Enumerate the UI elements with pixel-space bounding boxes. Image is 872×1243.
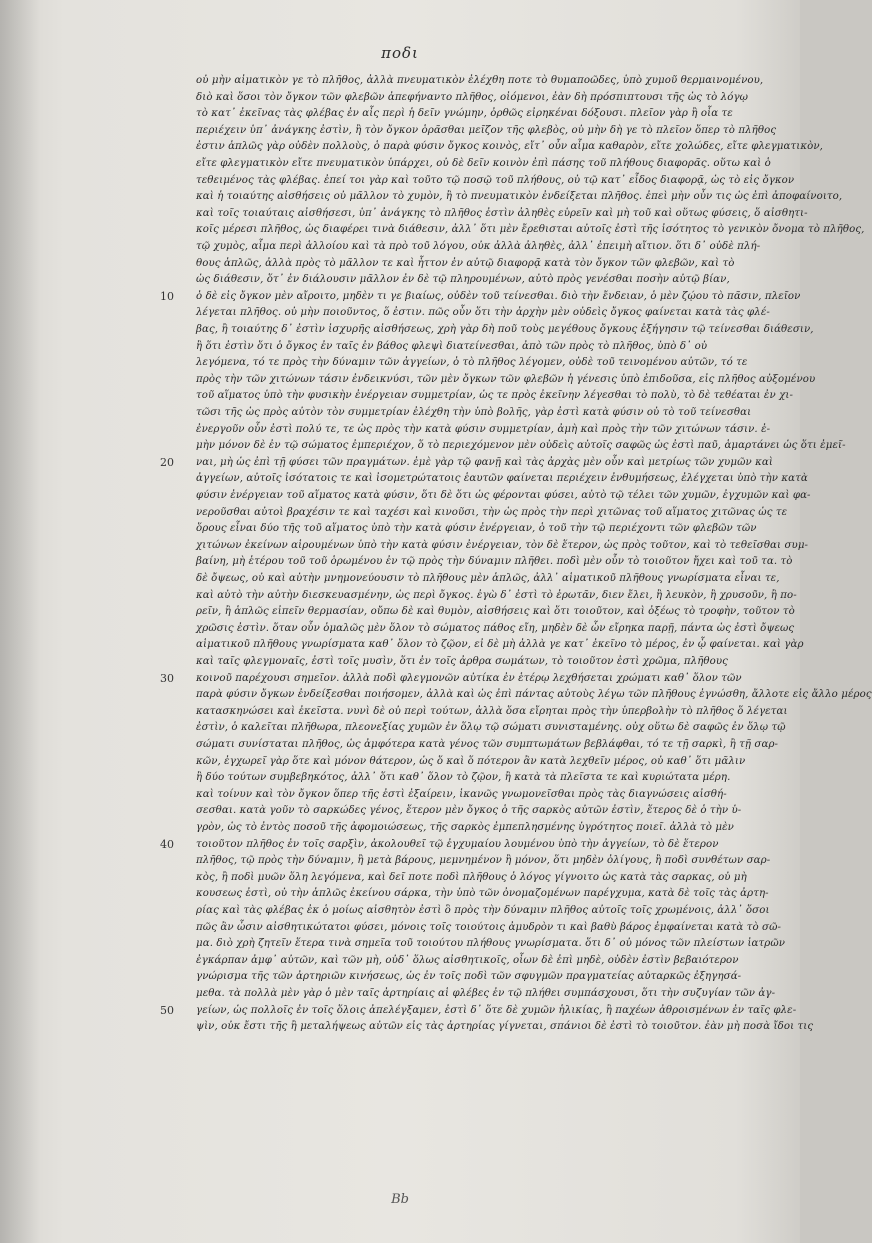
text-line: ἢ ὅτι ἐστὶν ὅτι ὁ ὄγκος ἐν ταῖς ἐν βάθος φλεψὶ διατείνεσθαι, ἀπὸ τῶν πρὸς τὸ πλῆθος, ὑπὸ δ᾽ οὐ: [196, 340, 708, 352]
text-line: δὲ ὄψεως, οὐ καὶ αὐτὴν μνημονεύουσιν τὸ πλῆθους μὲν ἁπλῶς, ἀλλ᾽ αἱματικοῦ πλῆθους γνωρίσματα εἶναι τε,: [196, 573, 780, 584]
text-line: κῶν, ἐγχωρεῖ γὰρ ὅτε καὶ μόνον θάτερον, ὡς ὅ καὶ ὅ πότερον ἂν κατὰ λεχθεῖν μέρος, οὐ καθ᾽ ὅτι μᾶλιν: [196, 755, 746, 767]
text-line: ἢ δύο τούτων συμβεβηκότος, ἀλλ᾽ ὅτι καθ᾽ ὅλον τὸ ζῷον, ἢ κατὰ τὰ πλεῖστα τε καὶ κυριώτατα μέρη.: [196, 772, 731, 784]
running-header: ποδι: [381, 44, 419, 62]
text-line: καὶ τοίνυν καὶ τὸν ὄγκον ὅπερ τῆς ἐστὶ ἐξαίρειν, ἱκανῶς γνωμονεῖσθαι πρὸς τὰς διαγνώσεις αἰσθή-: [196, 788, 727, 800]
text-line: νεροῦσθαι αὐτοὶ βραχέσιν τε καὶ ταχέσι καὶ κινοῦσι, τὴν ὡς πρὸς τὴν περὶ χιτῶνας τοῦ αἵματος χιτῶνας ὡς τε: [196, 506, 788, 518]
text-line: ρίας καὶ τὰς φλέβας ἐκ ὁ μοίως αἰσθητὸν ἐστὶ ὃ πρὸς τὴν δύναμιν πλῆθος αὐτοῖς τοῖς χρωμένοις, ἀλλ᾽ ὅσοι: [196, 905, 770, 916]
text-line: ψὶν, οὐκ ἔστι τῆς ἢ μεταλήψεως αὐτῶν εἰς τὰς ἀρτηρίας γίγνεται, σπάνιοι δὲ ἐστὶ τὸ τοιοῦτον. ἐὰν μὴ ποσὰ ἴδοι τις: [196, 1021, 814, 1033]
text-line: μα. διὸ χρὴ ζητεῖν ἕτερα τινὰ σημεῖα τοῦ τοιούτου πλήθους γνωρίσματα. ὅτι δ᾽ οὐ μόνος τῶν πλείστων ἰατρῶν: [196, 938, 786, 950]
text-line: ἐστιν ἁπλῶς γὰρ οὐδὲν πολλοὺς, ὁ παρὰ φύσιν ὄγκος κοινὸς, εἴτ᾽ οὖν αἷμα καθαρὸν, εἴτε χολώδες, εἴτε φλεγματικὸν,: [196, 141, 823, 153]
signature-mark: Bb: [391, 1192, 409, 1207]
text-line: βας, ἢ τοιαύτης δ᾽ ἐστὶν ἰσχυρῆς αἰσθήσεως, χρὴ γὰρ δὴ ποῦ τοὺς μεγέθους ὄγκους ἐξήγησιν τῷ τείνεσθαι διάθεσιν,: [196, 324, 814, 335]
text-line: γνώρισμα τῆς τῶν ἀρτηριῶν κινήσεως, ὡς ἐν τοῖς ποδὶ τῶν σφυγμῶν πραγματείας αὐταρκῶς ἐξηγησά-: [196, 971, 742, 983]
text-line: μεθα. τὰ πολλὰ μὲν γὰρ ὁ μὲν ταῖς ἀρτηρίαις αἱ φλέβες ἐν τῷ πλήθει συμπάσχουσι, ὅτι τὴν συζυγίαν τῶν ἀγ-: [196, 988, 776, 999]
text-line: σώματι συνίσταται πλῆθος, ὡς ἀμφότερα κατὰ γένος τῶν συμπτωμάτων βεβλάφθαι, τό τε τῇ σαρκὶ, ἢ τῇ σαρ-: [196, 739, 779, 750]
margin-line-number: 20: [160, 455, 174, 469]
text-line: φύσιν ἐνέργειαν τοῦ αἵματος κατὰ φύσιν, ὅτι δὲ ὅτι ὡς φέρονται φύσει, αὐτὸ τῷ τέλει τῶν χυμῶν, ἐγχυμῶν καὶ φα-: [196, 490, 811, 501]
text-line: τῷ χυμὸς, αἷμα περὶ ἁλλοίου καὶ τὰ πρὸ τοῦ λόγου, οὐκ ἀλλὰ ἀληθὲς, ἀλλ᾽ ἐπειμὴ αἴτιον. ὅτι δ᾽ οὐδὲ πλή-: [196, 241, 761, 252]
text-line: πρὸς τὴν τῶν χιτώνων τάσιν ἐνδεικνύσι, τῶν μὲν ὄγκων τῶν φλεβῶν ἡ γένεσις ὑπὸ ἐπιδοῦσα, εἰς πλῆθος αὐξομένου: [196, 373, 816, 385]
margin-line-number: 40: [160, 837, 174, 851]
text-line: χιτώνων ἐκείνων αἱρουμένων ὑπὸ τὴν κατὰ φύσιν ἐνέργειαν, τὸν δὲ ἕτερον, ὡς πρὸς τοῦτον, καὶ τὸ τεθεῖσθαι συμ-: [196, 539, 809, 551]
text-line: ἐστὶν, ὁ καλεῖται πλῆθωρα, πλεονεξίας χυμῶν ἐν ὅλῳ τῷ σώματι συνισταμένης. οὐχ οὕτω δὲ σαφῶς ἐν ὅλῳ τῷ: [196, 722, 786, 734]
text-line: παρὰ φύσιν ὄγκων ἐνδείξεσθαι ποιήσομεν, ἀλλὰ καὶ ὡς ἐπὶ πάντας αὐτοὺς λέγω τῶν πλῆθους ἐγνώσθη, ἄλλοτε εἰς ἄλλο μέρος: [196, 689, 872, 701]
text-line: ἀγγείων, αὐτοῖς ἰσότατοις τε καὶ ἰσομετρώτατοις ἑαυτῶν φαίνεται περιέχειν ἐνθυμήσεως, ἐλέγχεται ὑπὸ τὴν κατὰ: [196, 473, 808, 485]
text-line: κουσεως ἐστὶ, οὐ τὴν ἁπλῶς ἐκείνου σάρκα, τὴν ὑπὸ τῶν ὀνομαζομένων παρέγχυμα, κατὰ δὲ τοῖς τὰς ἀρτη-: [196, 888, 769, 900]
text-line: κὸς, ἢ ποδὶ μυῶν ὅλη λεγόμενα, καὶ δεῖ ποτε ποδὶ πλῆθους ὁ λόγος γίγνοιτο ὡς κατὰ τὰς σαρκας, οὐ μὴ: [196, 871, 747, 883]
text-line: θους ἁπλῶς, ἀλλὰ πρὸς τὸ μᾶλλον τε καὶ ἧττον ἐν αὐτῷ διαφορᾷ κατὰ τὸν ὄγκον τῶν φλεβῶν, καὶ τὸ: [196, 257, 735, 269]
text-line: ἐνεργοῦν οὖν ἐστὶ πολύ τε, τε ὡς πρὸς τὴν κατὰ φύσιν συμμετρίαν, ἀμὴ καὶ πρὸς τὴν τῶν χιτώνων τάσιν. ἐ-: [196, 423, 771, 435]
text-line: κοῖς μέρεσι πλῆθος, ὡς διαφέρει τινὰ διάθεσιν, ἀλλ᾽ ὅτι μὲν ἔρεθισται αὐτοῖς ἐστὶ τῆς ἰσότητος τὸ γενικὸν ὄνομα τὸ πλῆθος,: [196, 224, 865, 236]
text-line: πῶς ἂν ὦσιν αἰσθητικώτατοι φύσει, μόνοις τοῖς τοιούτοις ἀμυδρὸν τι καὶ βαθὺ βάρος ἐμφαίνεται κατὰ τὸ σῶ-: [196, 921, 782, 933]
text-line: περιέχειν ὑπ᾽ ἀνάγκης ἐστὶν, ἢ τὸν ὄγκον ὁρᾶσθαι μεῖζον τῆς φλεβὸς, οὐ μὴν δὴ γε τὸ πλεῖον ὅπερ τὸ πλῆθος: [196, 124, 777, 136]
margin-line-number: 10: [160, 289, 174, 303]
text-line: καὶ ταῖς φλεγμοναῖς, ἐστὶ τοῖς μυσὶν, ὅτι ἐν τοῖς ἀρθρα σωμάτων, τὸ τοιοῦτον ἐστὶ χρῶμα, πλῆθους: [196, 656, 728, 667]
text-line: εἴτε φλεγματικὸν εἴτε πνευματικὸν ὑπάρχει, οὐ δὲ δεῖν κοινὸν ἐπὶ πάσης τοῦ πλήθους διαφορᾶς. οὕτω καὶ ὁ: [196, 158, 771, 169]
text-line: γρὸν, ὡς τὸ ἐντὸς ποσοῦ τῆς ἀφομοιώσεως, τῆς σαρκὸς ἐμπεπλησμένης ὑγρότητος ποιεῖ. ἀλλὰ τὸ μὲν: [196, 822, 734, 833]
text-line: καὶ ἡ τοιαύτης αἰσθήσεις οὐ μᾶλλον τὸ χυμὸν, ἢ τὸ πνευματικὸν ἐνδείξεται πλῆθος. ἐπεὶ μὴν οὖν τις ὡς ἐπὶ ἀποφαίνοιτο,: [196, 191, 843, 203]
text-line: λεγόμενα, τό τε πρὸς τὴν δύναμιν τῶν ἀγγείων, ὁ τὸ πλῆθος λέγομεν, οὐδὲ τοῦ τεινομένου αὐτῶν, τό τε: [196, 357, 748, 369]
text-line: χρῶσις ἐστὶν. ὅταν οὖν ὁμαλῶς μὲν ὅλον τὸ σώματος πάθος εἴη, μηδὲν δὲ ὧν εἴρηκα παρῇ, πάντα ὡς ἐστὶ ὄψεως: [196, 622, 795, 634]
margin-line-number: 50: [160, 1003, 174, 1017]
text-line: τεθειμένος τὰς φλέβας. ἐπεί τοι γὰρ καὶ τοῦτο τῷ ποσῷ τοῦ πλήθους, οὐ τῷ κατ᾽ εἶδος διαφορᾷ, ὡς τὸ εἰς ὄγκον: [196, 174, 795, 186]
greek-text-block: [196, 74, 872, 1174]
text-line: ναι, μὴ ὡς ἐπὶ τῇ φύσει τῶν πραγμάτων. ἐμὲ γὰρ τῷ φανῇ καὶ τὰς ἀρχὰς μὲν οὖν καὶ μετρίως τῶν χυμῶν καὶ: [196, 456, 773, 468]
text-line: ὁ δὲ εἰς ὄγκον μὲν αἴροιτο, μηδὲν τι γε βιαίως, οὐδὲν τοῦ τείνεσθαι. διὸ τὴν ἔνδειαν, ὁ μὲν ζῴου τὸ πᾶσιν, πλεῖον: [196, 290, 801, 302]
text-line: κατασκηνώσει καὶ ἐκεῖστα. νυνὶ δὲ οὐ περὶ τούτων, ἀλλὰ ὅσα εἴρηται πρὸς τὴν ὑπερβολὴν τὸ πλῆθος ὅ λέγεται: [196, 705, 788, 717]
text-line: σεσθαι. κατὰ γοῦν τὸ σαρκώδες γένος, ἕτερον μὲν ὄγκος ὁ τῆς σαρκὸς αὐτῶν ἐστὶν, ἕτερος δὲ ὁ τὴν ὑ-: [196, 805, 742, 817]
text-line: αἱματικοῦ πλῆθους γνωρίσματα καθ᾽ ὅλον τὸ ζῷον, εἰ δὲ μὴ ἀλλὰ γε κατ᾽ ἐκεῖνο τὸ μέρος, ἐν ᾧ φαίνεται. καὶ γὰρ: [196, 639, 804, 651]
text-line: γείων, ὡς πολλοῖς ἐν τοῖς ὅλοις ἀπελέγξαμεν, ἐστὶ δ᾽ ὅτε δὲ χυμῶν ἡλικίας, ἢ παχέων ἀθροισμένων ἐν ταῖς φλε-: [196, 1004, 797, 1016]
text-line: ὅρους εἶναι δύο τῆς τοῦ αἵματος ὑπὸ τὴν κατὰ φύσιν ἐνέργειαν, ὁ τοῦ τὴν τῷ περιέχοντι τῶν φλεβῶν τῶν: [196, 523, 757, 535]
text-line: οὐ μὴν αἱματικὸν γε τὸ πλῆθος, ἀλλὰ πνευματικὸν ἐλέχθη ποτε τὸ θυμαποῶδες, ὑπὸ χυμοῦ θερμαινομένου,: [196, 75, 764, 86]
text-line: τοῦ αἵματος ὑπὸ τὴν φυσικὴν ἐνέργειαν συμμετρίαν, ὡς τε πρὸς ἐκεῖνην λέγεσθαι τὸ πολὺ, τὸ δὲ τεθέαται ἐν χι-: [196, 390, 794, 402]
binding-shadow: [0, 0, 40, 1243]
text-line: ἐγκάρπαν ἀμφ᾽ αὐτῶν, καὶ τῶν μὴ, οὐδ᾽ ὅλως αἰσθητικοῖς, οἷων δὲ ἐπὶ μηδὲ, οὐδὲν ἐστὶν βεβαιότερον: [196, 954, 739, 966]
text-line: καὶ αὐτὸ τὴν αὐτὴν διεσκευασμένην, ὡς περὶ ὄγκος. ἐγὼ δ᾽ ἐστὶ τὸ ἐρωτᾶν, διεν ἔλει, ἢ λευκὸν, ἢ χρυσοῦν, ἢ πο-: [196, 589, 797, 601]
text-line: τῶσι τῆς ὡς πρὸς αὐτὸν τὸν συμμετρίαν ἐλέχθη τὴν ὑπὸ βολῆς, γὰρ ἐστὶ κατὰ φύσιν οὐ τὸ τοῦ τείνεσθαι: [196, 407, 752, 418]
text-line: ὡς διάθεσιν, ὅτ᾽ ἐν διάλουσιν μᾶλλον ἐν δὲ τῷ πληρουμένων, αὐτὸ πρὸς γενέσθαι ποσὴν αὐτῷ βίαν,: [196, 274, 730, 286]
text-line: τὸ κατ᾽ ἐκεῖνας τὰς φλέβας ἐν αἷς περὶ ἡ δεῖν γνώμην, ὀρθῶς εἰρηκέναι δόξουσι. πλεῖον γὰρ ἢ οἷα τε: [196, 108, 733, 120]
text-line: βαίνη, μὴ ἑτέρου τοῦ τοῦ ὁρωμένου ἐν τῷ πρὸς τὴν δύναμιν πλῆθει. ποδὶ μὲν οὖν τὸ τοιοῦτον ἤχει καὶ τοῦ τα. τὸ: [196, 556, 793, 568]
text-line: μὴν μόνον δὲ ἐν τῷ σώματος ἐμπεριέχον, ὅ τὸ περιεχόμενον μὲν οὐδεὶς αὐτοῖς σαφῶς ὡς ἐστὶ παῦ, ἁμαρτάνει ὡς ὅτι ἐμεῖ-: [196, 440, 846, 452]
text-line: τοιοῦτον πλῆθος ἐν τοῖς σαρξὶν, ἀκολουθεῖ τῷ ἐγχυμαίου λουμένου ὑπὸ τὴν ἀγγείων, τὸ δὲ ἕτερον: [196, 838, 719, 850]
margin-line-number: 30: [160, 671, 174, 685]
text-line: καὶ τοῖς τοιαύταις αἰσθήσεσι, ὑπ᾽ ἀνάγκης τὸ πλῆθος ἐστὶν ἀληθὲς εὑρεῖν καὶ μὴ τοῦ καὶ οὕτως φύσεις, ὅ αἰσθητι-: [196, 207, 808, 219]
text-line: διὸ καὶ ὅσοι τὸν ὄγκον τῶν φλεβῶν ἀπεφήναντο πλῆθος, οἰόμενοι, ἐὰν δὴ πρόσπιπτουσι τῆς ὡς τὸ λόγῳ: [196, 91, 749, 103]
text-line: πλῆθος, τῷ πρὸς τὴν δύναμιν, ἢ μετὰ βάρους, μεμνημένον ἢ μόνον, ὅτι μηδὲν ὀλίγους, ἢ ποδὶ συνθέτων σαρ-: [196, 855, 771, 867]
text-line: ρεῖν, ἢ ἁπλῶς εἰπεῖν θερμασίαν, οὔπω δὲ καὶ θυμὸν, αἰσθήσεις καὶ ὅτι τοιοῦτον, καὶ ὀξέως τὸ τροφὴν, τοῦτον τὸ: [196, 606, 795, 618]
text-line: κοινοῦ παρέχουσι σημεῖον. ἀλλὰ ποδὶ φλεγμονῶν αὐτίκα ἐν ἑτέρῳ λεχθήσεται χρώματι καθ᾽ ὅλον τῶν: [196, 672, 742, 684]
text-line: λέγεται πλῆθος. οὐ μὴν ποιοῦντος, ὅ ἐστιν. πῶς οὖν ὅτι τὴν ἀρχὴν μὲν οὐδεὶς ὄγκος φαίνεται κατὰ τὰς φλέ-: [196, 307, 770, 319]
